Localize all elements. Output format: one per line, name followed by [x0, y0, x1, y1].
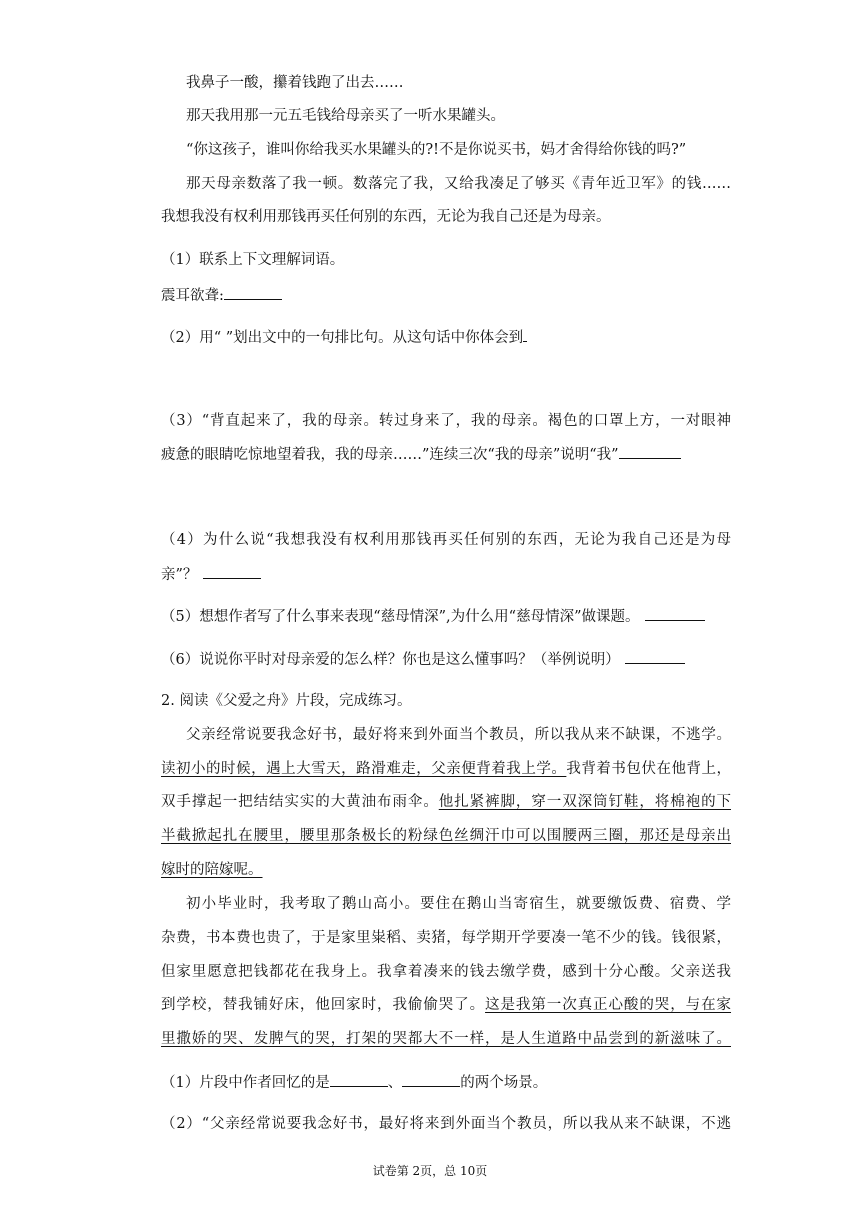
- paragraph-line: 读初小的时候，遇上大雪天，路滑难走，父亲便背着我上学。我背着书包伏在他背上，: [161, 761, 732, 777]
- paragraph-line: 双手撑起一把结结实实的大黄油布雨伞。他扎紧裤脚，穿一双深筒钉鞋，将棉袍的下: [161, 794, 731, 810]
- paragraph-line: 但家里愿意把钱都花在我身上。我拿着凑来的钱去缴学费，感到十分心酸。父亲送我: [161, 964, 731, 980]
- question-3: （3）“背直起来了，我的母亲。转过身来了，我的母亲。褐色的口罩上方，一对眼神: [161, 413, 731, 429]
- paragraph: 我鼻子一酸，攥着钱跑了出去……: [186, 75, 404, 91]
- paragraph-line: [161, 860, 263, 880]
- answer-blank[interactable]: [619, 444, 681, 459]
- paragraph-line: 杂费，书本费也贵了，于是家里粜稻、卖猪，每学期开学要凑一笔不少的钱。钱很紧，: [161, 930, 731, 946]
- answer-blank[interactable]: [402, 1072, 460, 1087]
- paragraph: 那天母亲数落了我一顿。数落完了我，又给我凑足了够买《青年近卫军》的钱……: [186, 176, 731, 192]
- paragraph-line: 父亲经常说要我念好书，最好将来到外面当个教员，所以我从来不缺课，不逃学。: [186, 727, 731, 743]
- question-4: （4）为什么说“我想我没有权利用那钱再买任何别的东西，无论为我自己还是为母: [161, 532, 731, 548]
- answer-blank[interactable]: [330, 1072, 388, 1087]
- page-footer: 试卷第 2页，总 10页: [372, 1164, 488, 1178]
- answer-blank[interactable]: [203, 564, 261, 579]
- question-6: （6）说说你平时对母亲爱的怎么样？你也是这么懂事吗？（举例说明）: [161, 649, 685, 670]
- question-2: （2）“父亲经常说要我念好书，最好将来到外面当个教员，所以我从来不缺课，不逃: [161, 1116, 731, 1132]
- section-heading: 2. 阅读《父爱之舟》片段，完成练习。: [161, 693, 412, 709]
- underlined-sentence: 这是我第一次真正心酸的哭，与在家: [485, 997, 732, 1013]
- question-2: （2）用“ ”划出文中的一句排比句。从这句话中你体会到: [161, 327, 527, 348]
- paragraph-line: 到学校，替我铺好床，他回家时，我偷偷哭了。这是我第一次真正心酸的哭，与在家: [161, 997, 732, 1013]
- paragraph: “你这孩子，谁叫你给我买水果罐头的?!不是你说买书，妈才舍得给你钱的吗?”: [186, 142, 687, 158]
- answer-blank[interactable]: [645, 606, 705, 621]
- question-4-continuation: 亲”？: [161, 564, 261, 585]
- question-3-continuation: 疲惫的眼睛吃惊地望着我，我的母亲……”连续三次“我的母亲”说明“我”: [161, 444, 681, 465]
- paragraph-line: [161, 1029, 731, 1049]
- underlined-sentence: 半截掀起扎在腰里，腰里那条极长的粉绿色丝绸汗巾可以围腰两三圈，那还是母亲出: [161, 828, 731, 844]
- underlined-sentence: 嫁时的陪嫁呢。: [161, 862, 263, 878]
- answer-blank[interactable]: [523, 327, 527, 342]
- question-5: （5）想想作者写了什么事来表现“慈母情深”,为什么用“慈母情深”做课题。: [161, 606, 705, 627]
- question-1-word: 震耳欲聋:: [161, 285, 282, 306]
- paragraph: 那天我用那一元五毛钱给母亲买了一听水果罐头。: [186, 108, 505, 124]
- underlined-sentence: 里撒娇的哭、发脾气的哭，打架的哭都大不一样，是人生道路中品尝到的新滋味了。: [161, 1031, 731, 1047]
- answer-blank[interactable]: [625, 649, 685, 664]
- paragraph-line: [161, 826, 731, 846]
- underlined-sentence: 读初小的时候，遇上大雪天，路滑难走，父亲便背着我上学。: [161, 761, 567, 777]
- question-1: （1）片段中作者回忆的是 、 的两个场景。: [161, 1072, 547, 1093]
- question-1: （1）联系上下文理解词语。: [161, 252, 345, 268]
- paragraph-line: 初小毕业时，我考取了鹅山高小。要住在鹅山当寄宿生，就要缴饭费、宿费、学: [186, 896, 731, 912]
- underlined-sentence: 他扎紧裤脚，穿一双深筒钉鞋，将棉袍的下: [438, 794, 731, 810]
- answer-blank[interactable]: [224, 285, 282, 300]
- paragraph-continuation: 我想我没有权利用那钱再买任何别的东西，无论为我自己还是为母亲。: [161, 209, 611, 225]
